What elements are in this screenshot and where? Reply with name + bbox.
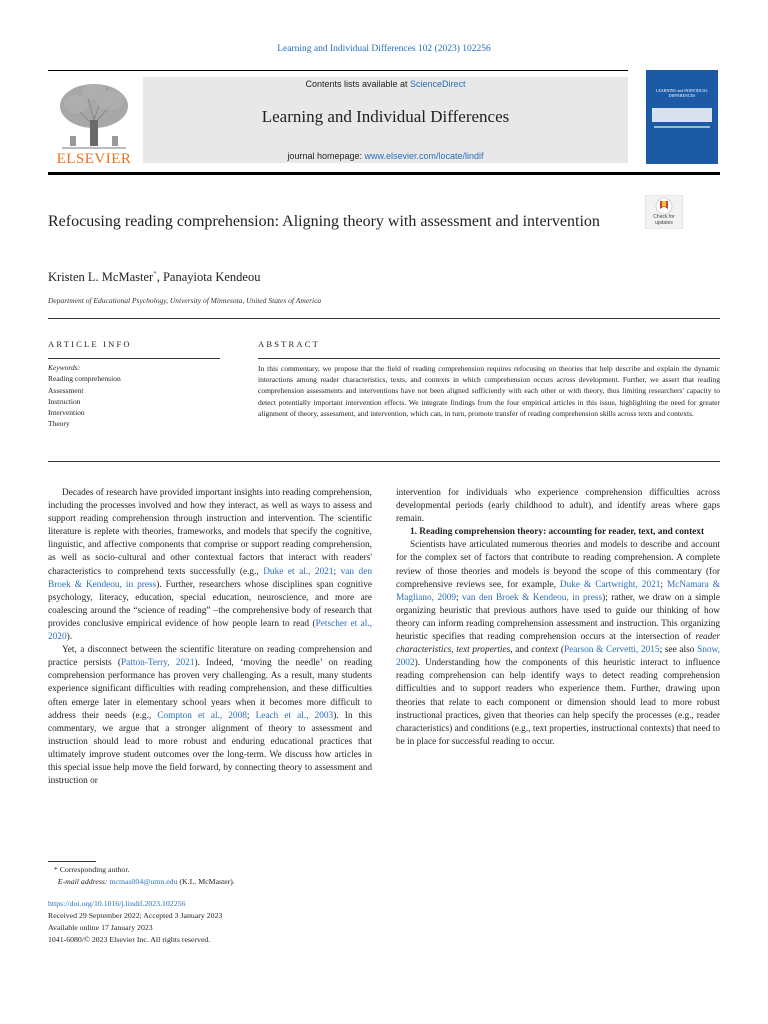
check-for-updates-badge[interactable] [645,195,683,229]
email-line: E-mail address: mcmas004@umn.edu (K.L. McMaster). [57,877,235,886]
journal-citation[interactable]: Learning and Individual Differences 102 (2023) 102256 [277,44,491,54]
abstract-rule [258,358,720,359]
citation-link[interactable]: Petscher et al., 2020 [48,618,372,643]
citation-link[interactable]: van den Broek & Kendeou, in press [48,566,372,590]
sciencedirect-link[interactable]: ScienceDirect [410,79,466,89]
citation-link[interactable]: van den Broek & Kendeou, in press [462,592,603,603]
publisher-name: ELSEVIER [56,151,132,167]
contents-line: Contents lists available at ScienceDirect [305,79,466,89]
cover-title: LEARNING and INDIVIDUAL DIFFERENCES [656,88,708,98]
citation-link[interactable]: Leach et al., 2003 [255,710,334,721]
header-top-rule [48,70,628,71]
citation-link[interactable]: Compton et al., 2008 [157,710,247,721]
section-heading: 1. Reading comprehension theory: accounting for reader, text, and context [410,527,705,538]
citation-link[interactable]: McNamara & Magliano, 2009 [396,579,720,603]
article-info-heading: ARTICLE INFO [48,339,132,349]
homepage-line: journal homepage: www.elsevier.com/locate/lindif [287,151,484,161]
received-dates: Received 29 September 2022; Accepted 3 January 2023 [48,911,223,920]
author-line [48,270,260,285]
right-column [396,487,720,749]
check-updates-label: Check for updates [653,214,675,226]
article-title: Refocusing reading comprehension: Aligning theory with assessment and intervention [48,213,600,230]
corresponding-author-mark[interactable]: * [153,270,157,278]
doi-link[interactable]: https://doi.org/10.1016/j.lindif.2023.102256 [48,899,186,908]
keyword: Reading comprehension [48,374,121,384]
paragraph: Decades of research have provided important insights into reading comprehension, including the processes involved and how they interact, as well as ways to assess and support reading comprehension through instruction and intervention. The scientific literature is replete with theories, frameworks, and models that specify the cognitive, linguistic, and affective components that comprise or support reading comprehension, as well as socio-cultural and other contextual factors that interact with readers' characteristics to comprehend texts successfully (e.g., Duke et al., 2021; van den Broek & Kendeou, in press). Further, researchers whose disciplines span cognitive psychology, literacy, education, special education, neuroscience, and more are coalescing around the “science of reading” –the comprehensive body of research that provides conclusive empirical evidence of how people learn to read (Petscher et al., 2020). [48,488,372,643]
journal-header [48,70,720,174]
journal-title: Learning and Individual Differences [261,107,510,126]
divider [48,318,720,319]
left-column [48,487,372,788]
abstract-heading: ABSTRACT [258,339,320,349]
article-info-rule [48,358,220,359]
paragraph: intervention for individuals who experience comprehension difficulties across developmental periods (early childhood to adult), and identify areas where gaps remain. [396,488,720,525]
corresponding-author-note: * Corresponding author. [53,865,130,874]
keywords-list [48,362,220,430]
citation-link[interactable]: Duke & Cartwright, 2021 [559,579,661,590]
abstract-text: In this commentary, we propose that the field of reading comprehension requires refocusing on theories that help describe and explain the dynamic interactions among reader characteristics, texts, and contexts in which comprehension occurs across development. Further, we assert that reading comprehension assessments and interventions have not been aligned sufficiently with each other or with theory, thus limiting researchers' capacity to detect potentially important intervention effects. We integrate findings from the four empirical articles in this issue, highlighting the need for greater alignment of theory, assessment, and intervention, which can, in turn, promote transfer of reading comprehension skills across texts and contexts. [258,364,720,418]
author-separator: , [156,270,163,285]
journal-cover-image[interactable] [646,70,718,164]
article-metadata [48,898,222,946]
citation-link[interactable]: Pearson & Cervetti, 2015 [564,645,660,656]
elsevier-logo[interactable] [48,76,140,166]
email-link[interactable]: mcmas004@umn.edu [109,877,178,886]
header-bottom-rule [48,172,720,175]
paragraph: Scientists have articulated numerous theories and models to describe and account for the complex set of factors that contribute to reading comprehension. A complete review of those theories and models is beyond the scope of this commentary (for comprehensive reviews see, for example, Duke & Cartwright, 2021; McNamara & Magliano, 2009; van den Broek & Kendeou, in press); rather, we draw on a simple organizing heuristic that previous authors have used to guide our thinking of how theory can inform reading comprehension assessment and instruction. This organizing heuristic specifies that reading comprehension occurs at the intersection of reader characteristics, text properties, and context (Pearson & Cervetti, 2015; see also Snow, 2002). Understanding how the components of this heuristic interact to influence reading comprehension can help identify ways to detect reading comprehension difficulties and to support readers who experience them. Further, drawing upon theories that relate to each component or dimension should lead to more robust instructional practices, given that theories can help specify the processes (e.g., reader characteristics) and conditions (e.g., text properties, instructional contexts) that need to be in place for successful reading to occur. [396,540,720,747]
cover-band [652,108,712,122]
keyword: Instruction [48,396,81,406]
citation-link[interactable]: Duke et al., 2021 [263,566,334,577]
footnote [48,864,235,888]
paragraph: Yet, a disconnect between the scientific literature on reading comprehension and practice persists (Patton-Terry, 2021). Indeed, ‘moving the needle’ on reading comprehension performance has proven very challenging. As a result, many students experience significant difficulties with reading comprehension, and these difficulties often emerge later in elementary school years when it becomes more difficult to address their needs (e.g., Compton et al., 2008; Leach et al., 2003). In this commentary, we argue that a stronger alignment of theory to assessment and instruction should lead to more robust and enduring educational practices that ultimately improve student outcomes over the long-term. We discuss how articles in this special issue help move the field forward, by connecting theory to assessment and instruction or [48,645,373,787]
homepage-link[interactable]: www.elsevier.com/locate/lindif [364,151,484,161]
cover-line [654,126,710,128]
journal-banner [143,77,628,163]
keyword: Theory [48,419,70,429]
citation-link[interactable]: Snow, 2002 [396,645,720,669]
keyword: Intervention [48,408,85,418]
keyword: Assessment [48,385,84,395]
author-mcmaster: Kristen L. McMaster [48,270,154,285]
author-kendeou: Panayiota Kendeou [162,270,261,285]
affiliation: Department of Educational Psychology, University of Minnesota, United States of America [48,296,322,305]
copyright: 1041-6080/© 2023 Elsevier Inc. All rights reserved. [48,935,211,944]
footnote-rule [48,861,96,862]
divider [48,461,720,462]
citation-link[interactable]: Patton-Terry, 2021 [121,658,195,669]
keywords-label: Keywords: [48,363,81,372]
available-date: Available online 17 January 2023 [48,923,153,932]
